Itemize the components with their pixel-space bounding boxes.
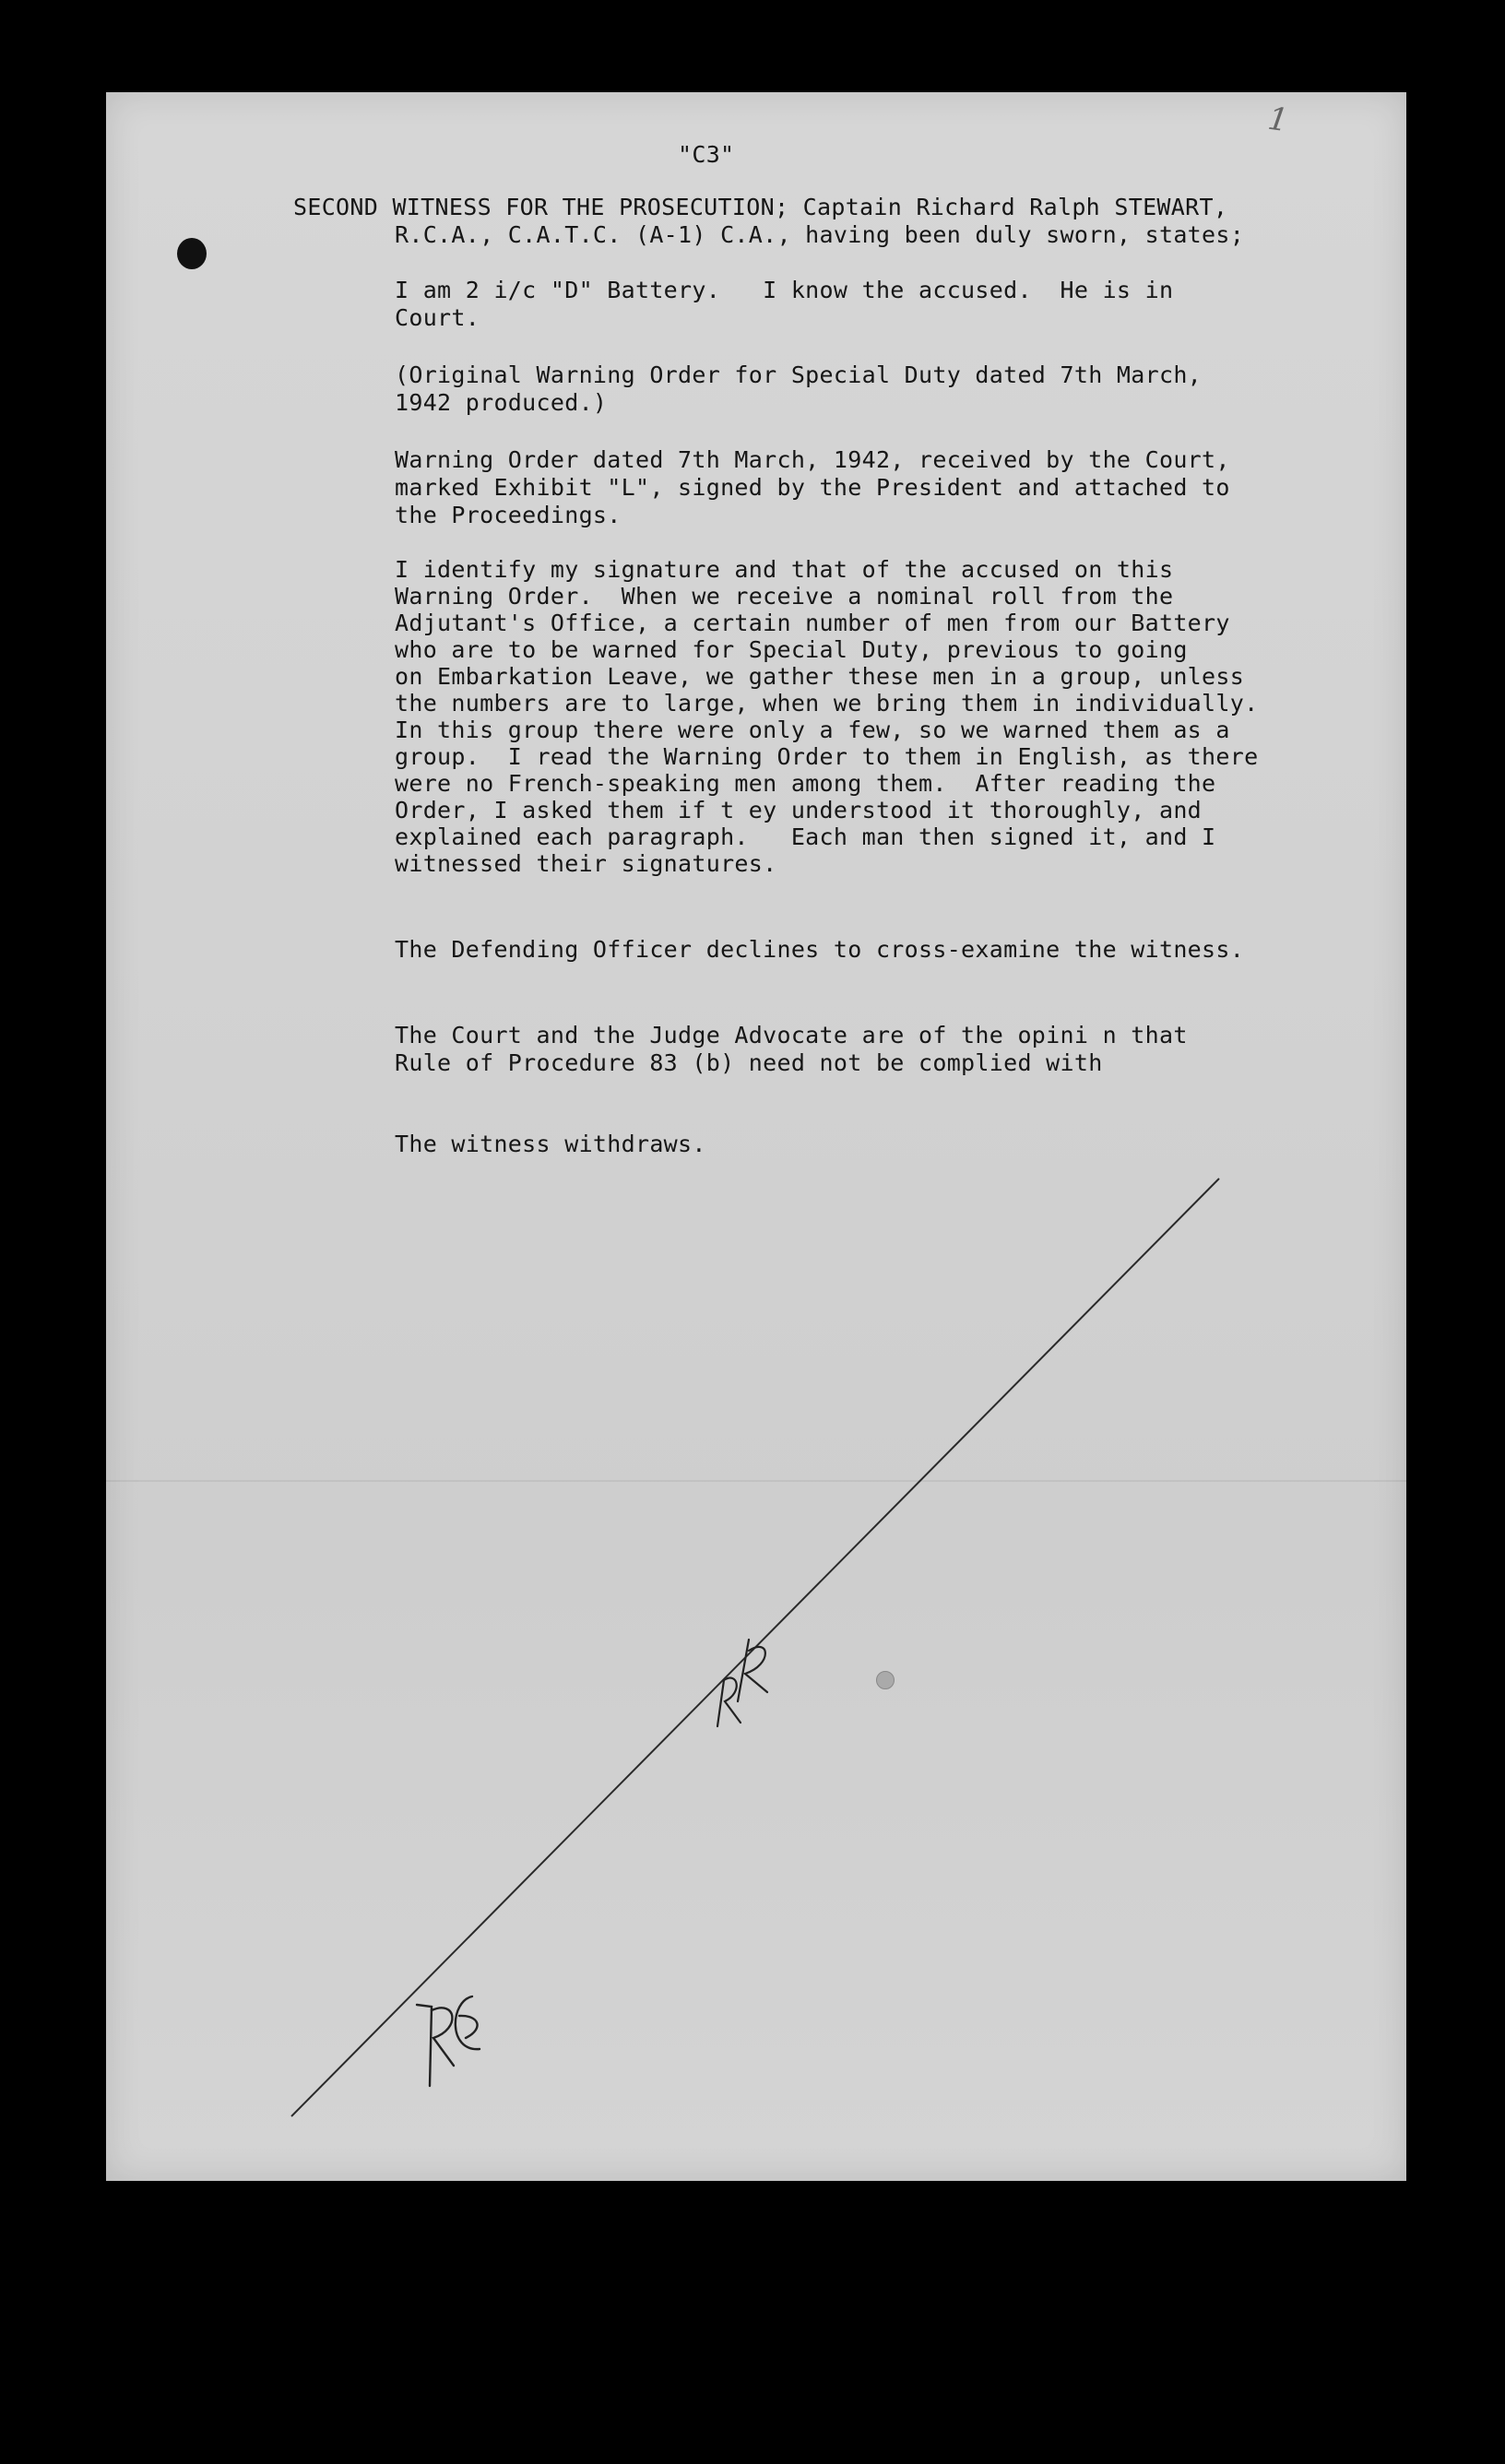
paragraph-line: The witness withdraws.: [395, 1131, 706, 1157]
paragraph-line: I identify my signature and that of the accused on this: [395, 556, 1174, 583]
paragraph-line: The Defending Officer declines to cross-examine the witness.: [395, 936, 1245, 963]
paragraph-line: Order, I asked them if t ey understood it thoroughly, and: [395, 797, 1203, 823]
paragraph-line: I am 2 i/c "D" Battery. I know the accused. He is in: [395, 277, 1174, 303]
paragraph-line: Adjutant's Office, a certain number of men from our Battery: [395, 610, 1230, 636]
witness-heading-line1: SECOND WITNESS FOR THE PROSECUTION; Captain Richard Ralph STEWART,: [293, 194, 1228, 220]
paragraph-line: marked Exhibit "L", signed by the President and attached to: [395, 474, 1230, 501]
paragraph-line: were no French-speaking men among them. After reading the: [395, 770, 1216, 797]
paragraph-line: Warning Order. When we receive a nominal roll from the: [395, 583, 1174, 610]
witness-heading-line2: R.C.A., C.A.T.C. (A-1) C.A., having been duly sworn, states;: [395, 221, 1245, 248]
paragraph-line: Warning Order dated 7th March, 1942, received by the Court,: [395, 446, 1230, 473]
initials-upper-signature: [717, 1640, 767, 1726]
paragraph-line: on Embarkation Leave, we gather these men in a group, unless: [395, 663, 1245, 690]
paragraph-line: who are to be warned for Special Duty, previous to going: [395, 636, 1188, 663]
corner-annotation: 1: [1265, 100, 1291, 140]
paragraph-line: the Proceedings.: [395, 502, 622, 528]
paragraph-line: the numbers are to large, when we bring them in individually.: [395, 690, 1259, 717]
paragraph-line: (Original Warning Order for Special Duty dated 7th March,: [395, 361, 1203, 388]
page-mark: "C3": [678, 141, 735, 168]
paragraph-line: Rule of Procedure 83 (b) need not be complied with: [395, 1049, 1103, 1076]
paragraph-line: group. I read the Warning Order to them in English, as there: [395, 743, 1259, 770]
paragraph-line: The Court and the Judge Advocate are of the opini n that: [395, 1022, 1188, 1048]
paragraph-line: Court.: [395, 304, 480, 331]
paragraph-line: explained each paragraph. Each man then signed it, and I: [395, 823, 1216, 850]
paragraph-line: In this group there were only a few, so we warned them as a: [395, 717, 1230, 743]
initials-lower-signature: [417, 1996, 480, 2086]
paragraph-line: witnessed their signatures.: [395, 850, 777, 877]
paragraph-line: 1942 produced.): [395, 389, 608, 416]
